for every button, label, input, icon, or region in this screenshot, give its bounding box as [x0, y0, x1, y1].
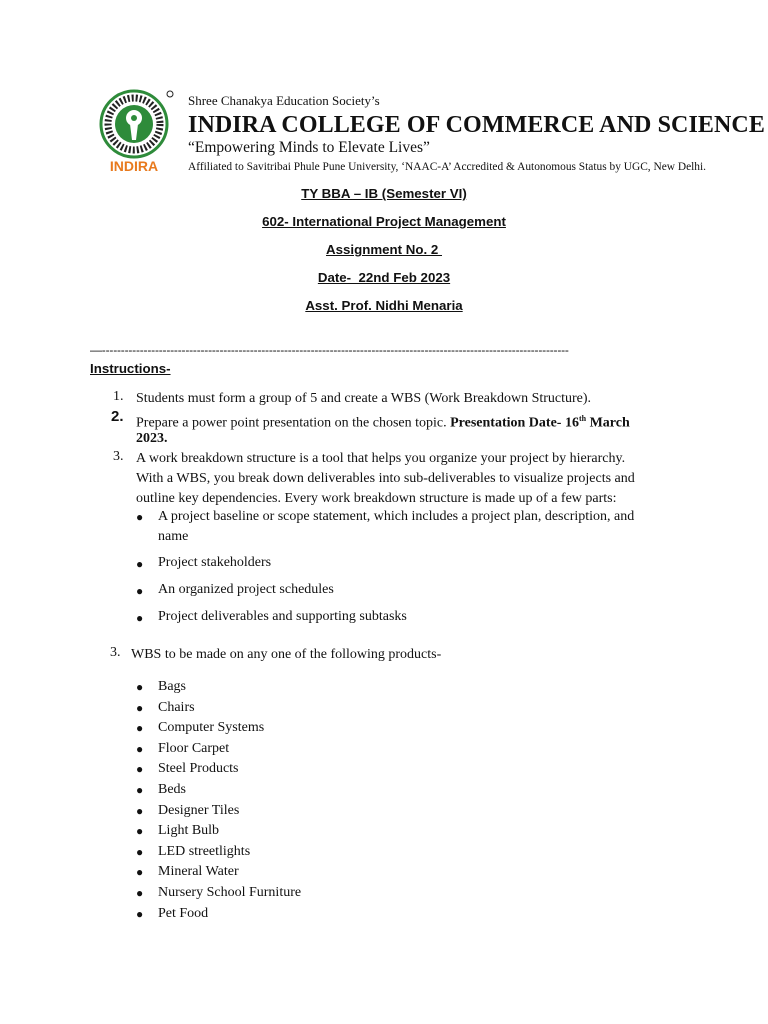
- date-suffix: th: [578, 414, 587, 423]
- presentation-year: 2023.: [136, 431, 168, 446]
- wbs-part: Project deliverables and supporting subtasks: [158, 609, 407, 624]
- product-name: Beds: [158, 782, 186, 797]
- bullet-dot: ●: [136, 783, 144, 797]
- product-name: Computer Systems: [158, 720, 265, 736]
- paragraph-line: A work breakdown structure is a tool that helps you organize your project by hierarchy.: [136, 451, 626, 466]
- divider-line: —---------------------------------------------------------------------------------------------------------------------------: [90, 343, 569, 357]
- bullet-dot: ●: [136, 510, 144, 524]
- product-name: Nursery School Furniture: [158, 885, 302, 900]
- instruction-item-4: WBS to be made on any one of the following products-: [131, 647, 442, 662]
- product-name: LED streetlights: [158, 843, 251, 859]
- bullet-dot: ●: [136, 886, 144, 900]
- wbs-part: An organized project schedules: [158, 582, 334, 597]
- society-name: Shree Chanakya Education Society’s: [188, 93, 380, 108]
- bullet-dot: ●: [136, 803, 144, 818]
- presentation-date: Presentation Date- 16: [450, 415, 579, 431]
- instruction-item-1: Students must form a group of 5 and create a WBS (Work Breakdown Structure).: [136, 391, 592, 406]
- bullet-dot: ●: [136, 762, 144, 777]
- affiliation-line: Affiliated to Savitribai Phule Pune University, ‘NAAC-A’ Accredited & Autonomous Status by UGC, New Delhi.: [188, 161, 706, 173]
- item-2-text: Prepare a power point presentation on the chosen topic.: [136, 415, 451, 431]
- bullet-dot: ●: [136, 844, 144, 859]
- college-logo: [96, 88, 180, 174]
- bullet-dot: ●: [136, 611, 144, 625]
- item-number: 2.: [111, 408, 124, 425]
- class-title: TY BBA – IB (Semester VI): [301, 186, 467, 201]
- logo-text: INDIRA: [109, 158, 159, 174]
- product-name: Light Bulb: [158, 823, 220, 839]
- item-number: 3.: [113, 449, 124, 464]
- item-number: 1.: [113, 389, 124, 404]
- bullet-dot: ●: [136, 741, 144, 756]
- bullet-dot: ●: [136, 680, 144, 694]
- bullet-dot: ●: [136, 906, 144, 921]
- bullet-dot: ●: [136, 824, 144, 839]
- bullet-dot: ●: [136, 557, 144, 571]
- bullet-dot: ●: [136, 721, 144, 736]
- wbs-part: A project baseline or scope statement, which includes a project plan, description, and: [158, 509, 635, 524]
- teacher-name: Asst. Prof. Nidhi Menaria: [305, 298, 463, 313]
- wbs-part: Project stakeholders: [158, 555, 272, 570]
- product-name: Floor Carpet: [158, 740, 230, 756]
- course-title: 602- International Project Management: [262, 214, 506, 229]
- instructions-heading: Instructions-: [90, 361, 171, 376]
- instruction-item-3: [136, 449, 635, 509]
- assignment-date: Date- 22nd Feb 2023: [317, 270, 451, 285]
- paragraph-line: With a WBS, you break down deliverables into sub-deliverables to visualize projects and: [136, 471, 635, 486]
- paragraph-line: outline key dependencies. Every work breakdown structure is made up of a few parts:: [136, 491, 617, 506]
- wbs-part-continued: name: [158, 529, 189, 544]
- bullet-dot: ●: [136, 700, 144, 715]
- product-name: Steel Products: [158, 761, 239, 777]
- college-motto: “Empowering Minds to Elevate Lives”: [188, 139, 430, 156]
- product-name: Mineral Water: [158, 864, 239, 880]
- product-name: Bags: [158, 679, 186, 694]
- product-name: Designer Tiles: [158, 802, 240, 818]
- presentation-month: March: [586, 415, 630, 431]
- product-name: Pet Food: [158, 905, 209, 921]
- product-name: Chairs: [158, 699, 195, 715]
- bullet-dot: ●: [136, 865, 144, 880]
- item-number: 3.: [110, 645, 121, 660]
- college-name: INDIRA COLLEGE OF COMMERCE AND SCIENCE: [188, 112, 765, 138]
- instruction-item-2: [136, 409, 630, 434]
- assignment-number: Assignment No. 2: [326, 242, 442, 257]
- bullet-dot: ●: [136, 584, 144, 598]
